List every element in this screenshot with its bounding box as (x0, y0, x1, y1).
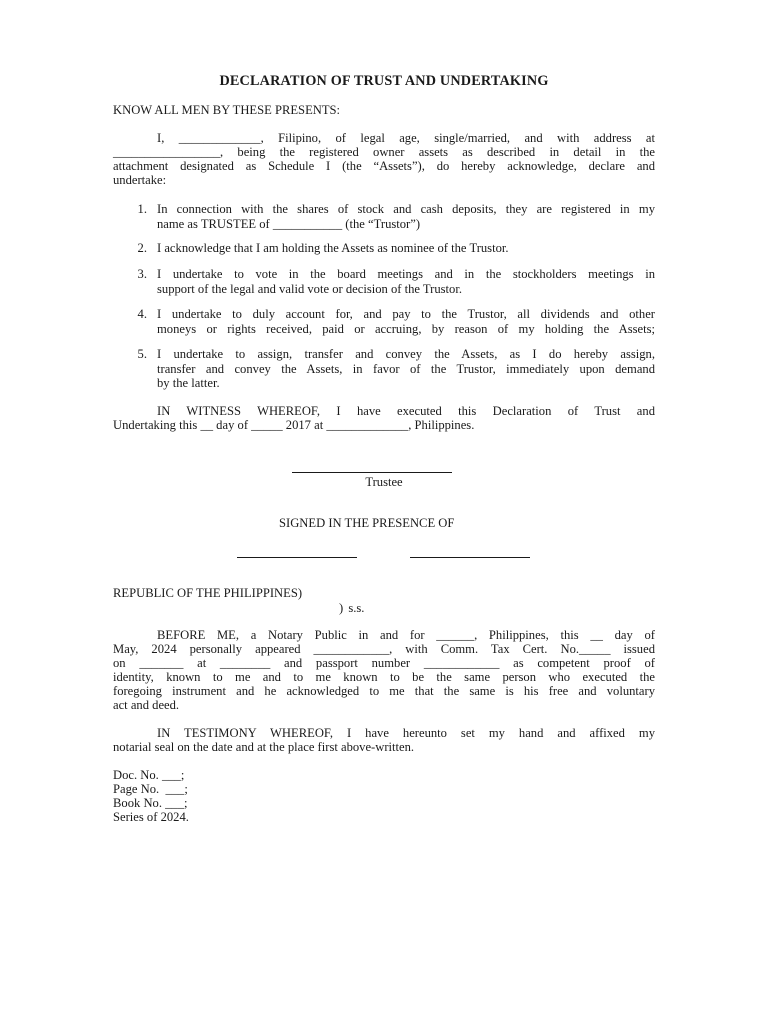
preamble: KNOW ALL MEN BY THESE PRESENTS: (113, 103, 341, 117)
trustee-signature-line (292, 472, 452, 473)
trustee-label: Trustee (365, 475, 403, 489)
list-item-line: transfer and convey the Assets, in favor of the Trustor, immediately upon demand (157, 361, 655, 376)
witness-line: IN WITNESS WHEREOF, I have executed this Declaration of Trust and (157, 404, 655, 418)
list-item-number: 2. (137, 241, 147, 255)
notary-line: on _______ at ________ and passport number ____________ as competent proof of (113, 656, 655, 670)
list-item-line: I undertake to duly account for, and pay to the Trustor, all dividends and other (157, 307, 655, 321)
list-item-line: I acknowledge that I am holding the Assets as nominee of the Trustor. (157, 241, 509, 255)
list-item-line: support of the legal and valid vote or decision of the Trustor. (157, 281, 463, 296)
intro-line: attachment designated as Schedule I (the “Assets”), do hereby acknowledge, declare and (113, 159, 655, 173)
notary-line: act and deed. (113, 698, 180, 712)
notary-line: identity, known to me and to me known to be the same person who executed the (113, 670, 655, 684)
testimony-line: notarial seal on the date and at the place first above-written. (113, 740, 415, 754)
page-number: Page No. ___; (113, 782, 188, 796)
testimony-line: IN TESTIMONY WHEREOF, I have hereunto set my hand and affixed my (157, 726, 655, 740)
list-item-number: 3. (137, 267, 147, 281)
series-year: Series of 2024. (113, 810, 189, 824)
intro-line: I, _____________, Filipino, of legal age, single/married, and with address at (157, 131, 655, 145)
list-item-line: In connection with the shares of stock and cash deposits, they are registered in my (157, 202, 655, 216)
document-title: DECLARATION OF TRUST AND UNDERTAKING (219, 73, 549, 89)
book-number: Book No. ___; (113, 796, 188, 810)
list-item-number: 4. (137, 307, 147, 321)
witness-signature-line-2 (410, 557, 530, 558)
list-item-line: I undertake to assign, transfer and convey the Assets, as I do hereby assign, (157, 347, 655, 361)
witness-line: Undertaking this __ day of _____ 2017 at _____________, Philippines. (113, 418, 475, 432)
list-item-number: 5. (137, 347, 147, 361)
venue-republic: REPUBLIC OF THE PHILIPPINES) (113, 586, 303, 600)
list-item (113, 241, 655, 256)
intro-line: _________________, being the registered owner assets as described in detail in the (113, 145, 655, 159)
signed-in-presence-heading: SIGNED IN THE PRESENCE OF (279, 516, 455, 530)
list-item-line: I undertake to vote in the board meetings and in the stockholders meetings in (157, 267, 655, 281)
notary-line: May, 2024 personally appeared ____________, with Comm. Tax Cert. No._____ issued (113, 642, 655, 656)
list-item (113, 307, 655, 336)
list-item-line: moneys or rights received, paid or accruing, by reason of my holding the Assets; (157, 321, 655, 336)
list-item-line: by the latter. (157, 376, 220, 391)
list-item-number: 1. (137, 202, 147, 216)
intro-line: undertake: (113, 173, 167, 187)
list-item (113, 267, 655, 296)
doc-number: Doc. No. ___; (113, 768, 185, 782)
list-item (113, 347, 655, 391)
witness-signature-line-1 (237, 557, 357, 558)
notary-line: BEFORE ME, a Notary Public in and for ______, Philippines, this __ day of (157, 628, 655, 642)
list-item (113, 202, 655, 231)
venue-ss: ) s.s. (339, 601, 365, 615)
notary-line: foregoing instrument and he acknowledged to me that the same is his free and voluntary (113, 684, 655, 698)
list-item-line: name as TRUSTEE of ___________ (the “Trustor”) (157, 216, 421, 231)
